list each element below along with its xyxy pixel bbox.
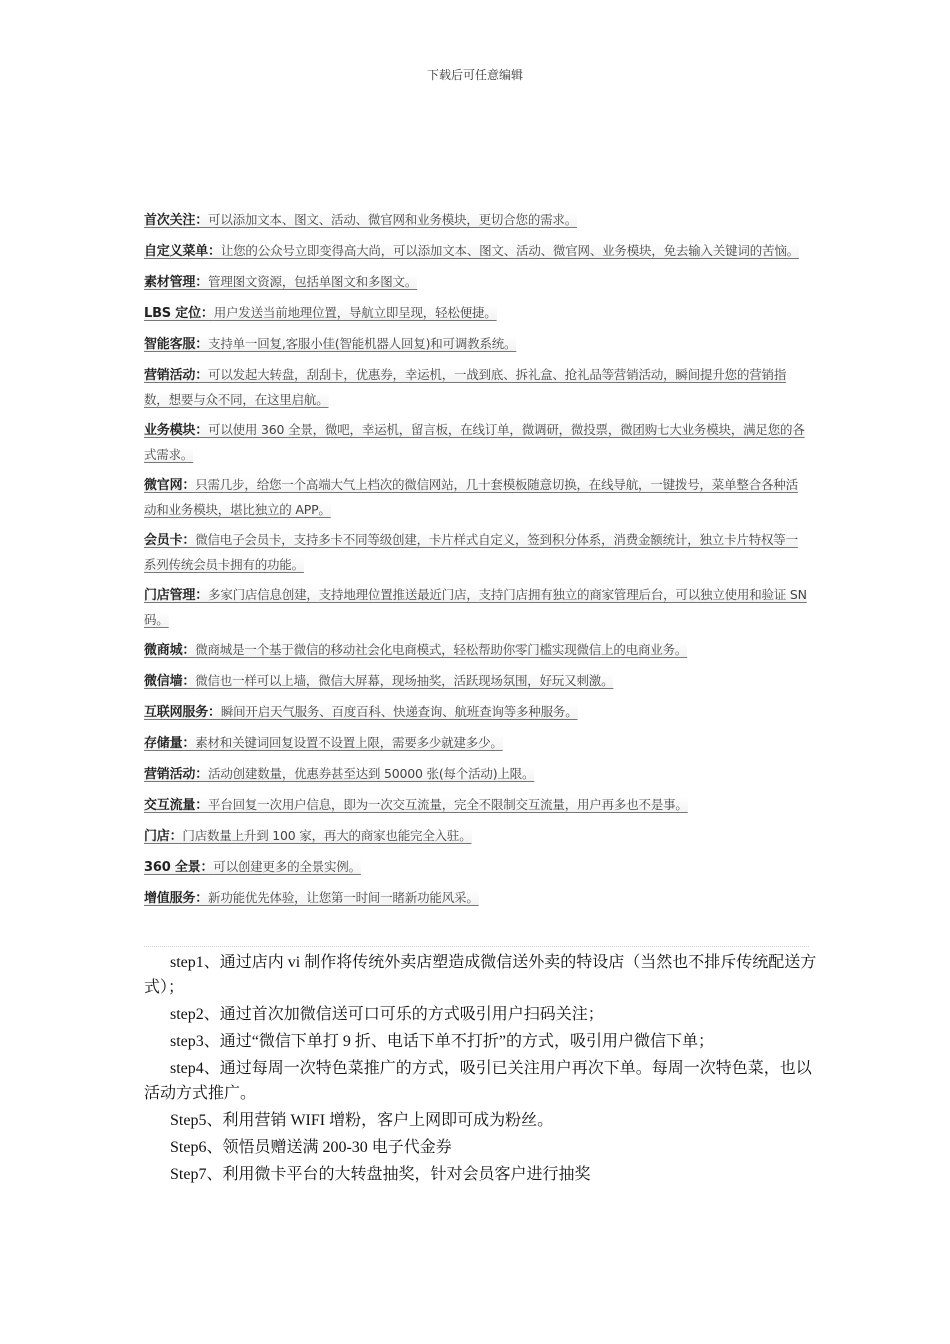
page-header: 下载后可任意编辑 (426, 68, 523, 82)
feature-desc: 管理图文资源，包括单图文和多图文。 (208, 274, 418, 289)
feature-desc: 新功能优先体验，让您第一时间一睹新功能风采。 (208, 890, 479, 905)
feature-item (144, 793, 809, 818)
feature-term: 智能客服： (144, 337, 209, 352)
step-item: Step6、领悟员赠送满 200-30 电子代金券 (170, 1139, 452, 1156)
feature-list (144, 208, 809, 917)
step-item: step3、通过“微信下单打 9 折、电话下单不打折”的方式，吸引用户微信下单； (170, 1033, 714, 1050)
feature-term: 增值服务： (144, 891, 209, 906)
feature-term: 营销活动： (144, 368, 209, 383)
feature-item (144, 528, 809, 577)
feature-desc: 可以添加文本、图文、活动、微官网和业务模块，更切合您的需求。 (208, 212, 578, 227)
feature-desc: 活动创建数量，优惠券甚至达到 50000 张(每个活动)上限。 (208, 766, 535, 781)
feature-item (144, 638, 809, 663)
feature-term: 存储量： (144, 736, 196, 751)
feature-desc: 瞬间开启天气服务、百度百科、快递查询、航班查询等多种服务。 (220, 704, 578, 719)
feature-item (144, 824, 809, 849)
feature-term: 营销活动： (144, 767, 209, 782)
feature-item (144, 583, 809, 632)
step-item: Step5、利用营销 WIFI 增粉，客户上网即可成为粉丝。 (170, 1112, 554, 1129)
feature-desc: 可以使用 360 全景，微吧，幸运机，留言板，在线订单，微调研，微投票，微团购七大业务模块，满足您的各式需求。 (144, 422, 805, 462)
feature-item (144, 270, 809, 295)
feature-item (144, 208, 809, 233)
feature-desc: 支持单一回复,客服小佳(智能机器人回复)和可调教系统。 (208, 336, 517, 351)
feature-item (144, 700, 809, 725)
feature-term: 业务模块： (144, 423, 209, 438)
feature-term: 微信墙： (144, 674, 196, 689)
feature-item (144, 418, 809, 467)
feature-desc: 多家门店信息创建，支持地理位置推送最近门店，支持门店拥有独立的商家管理后台，可以独立使用和验证 SN 码。 (144, 587, 807, 627)
feature-item (144, 239, 809, 264)
feature-desc: 用户发送当前地理位置，导航立即呈现，轻松便捷。 (213, 305, 497, 320)
feature-term: 会员卡： (144, 533, 196, 548)
feature-term: 微商城： (144, 643, 196, 658)
feature-item (144, 762, 809, 787)
feature-item (144, 363, 809, 412)
step-item: Step7、利用微卡平台的大转盘抽奖，针对会员客户进行抽奖 (170, 1166, 591, 1183)
feature-term: 门店管理： (144, 588, 209, 603)
feature-term: 360 全景： (144, 860, 214, 875)
feature-desc: 让您的公众号立即变得高大尚，可以添加文本、图文、活动、微官网、业务模块，免去输入关键词的苦恼。 (220, 243, 799, 258)
feature-term: 门店： (144, 829, 183, 844)
feature-term: 首次关注： (144, 213, 209, 228)
feature-desc: 微信电子会员卡，支持多卡不同等级创建，卡片样式自定义，签到积分体系，消费金额统计，独立卡片特权等一系列传统会员卡拥有的功能。 (144, 532, 798, 572)
feature-desc: 素材和关键词回复设置不设置上限，需要多少就建多少。 (195, 735, 503, 750)
feature-term: 交互流量： (144, 798, 209, 813)
feature-desc: 可以创建更多的全景实例。 (213, 859, 361, 874)
feature-desc: 可以发起大转盘，刮刮卡，优惠券，幸运机，一战到底、拆礼盒、抢礼品等营销活动，瞬间提升您的营销指数，想要与众不同，在这里启航。 (144, 367, 787, 407)
feature-desc: 门店数量上升到 100 家，再大的商家也能完全入驻。 (182, 828, 472, 843)
step-item: step2、通过首次加微信送可口可乐的方式吸引用户扫码关注； (170, 1006, 604, 1023)
step-list (144, 950, 824, 1189)
step-item: step1、通过店内 vi 制作将传统外卖店塑造成微信送外卖的特设店（当然也不排斥传统配送方式）； (144, 954, 817, 996)
feature-item (144, 332, 809, 357)
feature-item (144, 301, 809, 326)
feature-term: 自定义菜单： (144, 244, 221, 259)
feature-desc: 微商城是一个基于微信的移动社会化电商模式，轻松帮助你零门槛实现微信上的电商业务。 (195, 642, 688, 657)
section-divider (144, 946, 809, 947)
feature-item (144, 855, 809, 880)
feature-term: 微官网： (144, 478, 196, 493)
feature-desc: 只需几步，给您一个高端大气上档次的微信网站，几十套模板随意切换，在线导航，一键拨号，菜单整合各种活动和业务模块，堪比独立的 APP。 (144, 477, 798, 517)
feature-item (144, 473, 809, 522)
feature-term: 素材管理： (144, 275, 209, 290)
feature-term: LBS 定位： (144, 306, 214, 321)
feature-item (144, 886, 809, 911)
feature-desc: 平台回复一次用户信息，即为一次交互流量，完全不限制交互流量，用户再多也不是事。 (208, 797, 688, 812)
feature-term: 互联网服务： (144, 705, 221, 720)
step-item: step4、通过每周一次特色菜推广的方式，吸引已关注用户再次下单。每周一次特色菜，也以活动方式推广。 (144, 1060, 812, 1102)
feature-item (144, 669, 809, 694)
feature-desc: 微信也一样可以上墙，微信大屏幕，现场抽奖，活跃现场氛围，好玩又刺激。 (195, 673, 614, 688)
feature-item (144, 731, 809, 756)
